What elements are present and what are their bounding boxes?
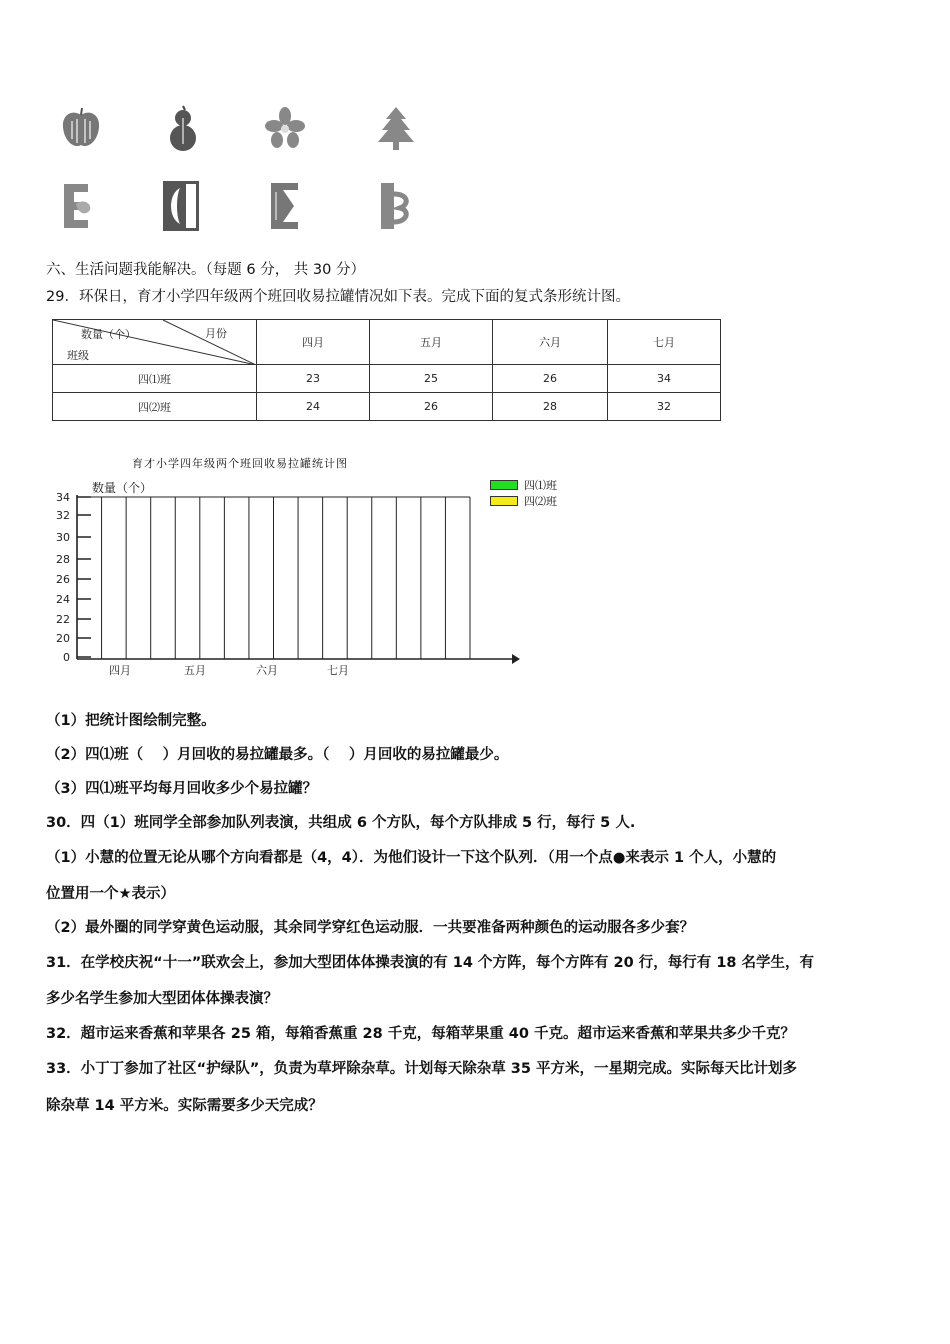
q32-line1: 32．超市运来香蕉和苹果各 25 箱，每箱香蕉重 28 千克，每箱苹果重 40 千克。超市运来香蕉和苹果共多少千克？ bbox=[46, 1026, 795, 1042]
class-cell: 四⑵班 bbox=[53, 393, 257, 421]
value-cell: 32 bbox=[608, 393, 721, 421]
q31-line1: 31．在学校庆祝“十一”联欢会上，参加大型团体体操表演的有 14 个方阵，每个方阵有 20 行，每行有 18 名学生，有 bbox=[46, 955, 815, 971]
q29-sub3: （3）四⑴班平均每月回收多少个易拉罐？ bbox=[46, 781, 318, 797]
x-category-label: 六月 bbox=[256, 664, 278, 677]
legend-label: 四⑴班 bbox=[524, 479, 557, 492]
q30-sub1-line1: （1）小慧的位置无论从哪个方向看都是（4，4）．为他们设计一下这个队列．（用一个点●来表示 1 个人，小慧的 bbox=[46, 850, 777, 866]
cut-paper-figure-2 bbox=[160, 178, 202, 234]
q29-text: 29．环保日，育才小学四年级两个班回收易拉罐情况如下表。完成下面的复式条形统计图。 bbox=[46, 289, 630, 305]
month-header: 四月 bbox=[257, 320, 370, 365]
corner-class-label: 班级 bbox=[67, 349, 89, 362]
q33-line1: 33．小丁丁参加了社区“护绿队”，负责为草坪除杂草。计划每天除杂草 35 平方米，一星期完成。实际每天比计划多 bbox=[46, 1061, 798, 1077]
table-row bbox=[53, 365, 721, 393]
gourd-figure bbox=[163, 104, 203, 152]
q30-sub1-line2: 位置用一个★表示） bbox=[46, 886, 175, 902]
q29-sub1: （1）把统计图绘制完整。 bbox=[46, 713, 216, 729]
cut-paper-figure-1 bbox=[60, 180, 100, 232]
value-cell: 23 bbox=[257, 365, 370, 393]
flower-figure bbox=[262, 106, 308, 150]
cut-paper-figure-4 bbox=[378, 180, 414, 232]
y-tick-label: 30 bbox=[56, 531, 70, 544]
y-tick-label: 26 bbox=[56, 573, 70, 586]
x-axis-arrow bbox=[512, 654, 520, 664]
y-tick-label: 32 bbox=[56, 509, 70, 522]
apple-figure bbox=[58, 105, 104, 151]
y-tick-label: 20 bbox=[56, 632, 70, 645]
value-cell: 25 bbox=[370, 365, 493, 393]
corner-quantity-label: 数量（个） bbox=[81, 328, 136, 341]
chart-ylabel: 数量（个） bbox=[92, 481, 153, 495]
month-header: 五月 bbox=[370, 320, 493, 365]
q30-text: 30．四（1）班同学全部参加队列表演，共组成 6 个方队，每个方队排成 5 行，每行 5 人. bbox=[46, 815, 636, 831]
month-header: 六月 bbox=[493, 320, 608, 365]
value-cell: 26 bbox=[493, 365, 608, 393]
x-category-label: 五月 bbox=[184, 664, 206, 677]
cut-paper-figure-3 bbox=[268, 180, 304, 232]
tree-figure bbox=[374, 105, 418, 151]
month-header: 七月 bbox=[608, 320, 721, 365]
chart-title: 育才小学四年级两个班回收易拉罐统计图 bbox=[132, 457, 348, 470]
class-cell: 四⑴班 bbox=[53, 365, 257, 393]
value-cell: 34 bbox=[608, 365, 721, 393]
q29-sub2: （2）四⑴班（ ）月回收的易拉罐最多。（ ）月回收的易拉罐最少。 bbox=[46, 747, 509, 763]
q29-data-table bbox=[52, 319, 721, 421]
q31-line2: 多少名学生参加大型团体体操表演？ bbox=[46, 991, 278, 1007]
q30-sub2: （2）最外圈的同学穿黄色运动服，其余同学穿红色运动服．一共要准备两种颜色的运动服各多少套？ bbox=[46, 920, 695, 936]
x-category-label: 七月 bbox=[327, 664, 349, 677]
section-heading: 六、生活问题我能解决。（每题 6 分， 共 30 分） bbox=[46, 262, 365, 278]
value-cell: 24 bbox=[257, 393, 370, 421]
y-tick-label: 22 bbox=[56, 613, 70, 626]
x-category-label: 四月 bbox=[109, 664, 131, 677]
table-corner-header bbox=[53, 320, 257, 365]
y-tick-label: 24 bbox=[56, 593, 70, 606]
y-tick-label: 0 bbox=[63, 651, 70, 664]
value-cell: 26 bbox=[370, 393, 493, 421]
q33-line2: 除杂草 14 平方米。实际需要多少天完成？ bbox=[46, 1098, 323, 1114]
y-tick-label: 28 bbox=[56, 553, 70, 566]
table-row bbox=[53, 393, 721, 421]
corner-month-label: 月份 bbox=[205, 327, 227, 340]
value-cell: 28 bbox=[493, 393, 608, 421]
bar-chart-grid bbox=[40, 485, 530, 680]
y-tick-label: 34 bbox=[56, 491, 70, 504]
legend-label: 四⑵班 bbox=[524, 495, 557, 508]
